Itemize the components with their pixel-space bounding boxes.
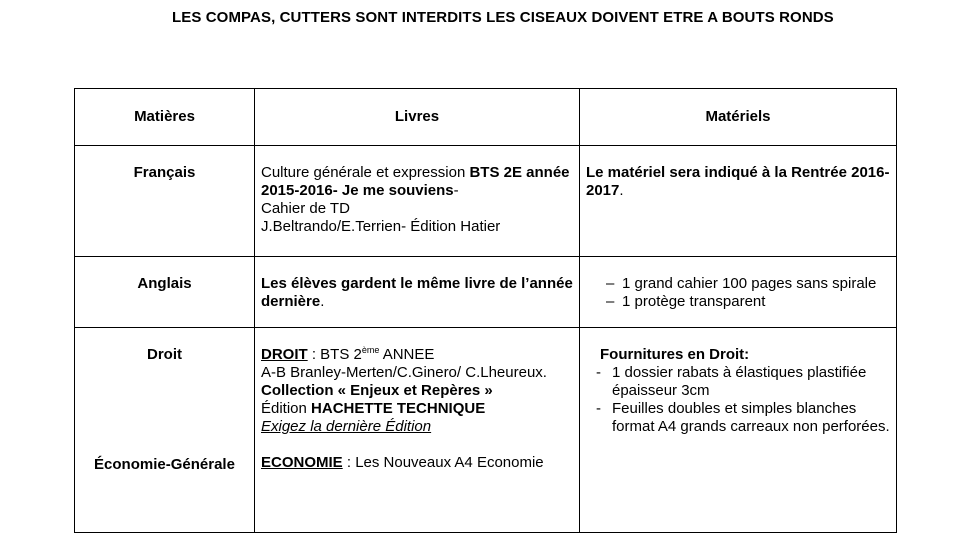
table-row-francais: [75, 146, 897, 257]
materials-droit-list: [586, 364, 890, 436]
materials-anglais-list: [586, 275, 890, 311]
subject-economie-label: Économie-Générale: [94, 456, 235, 473]
books-francais-text-2: -: [453, 182, 459, 199]
subject-anglais: Anglais: [75, 257, 255, 328]
books-droit-edition-bold: HACHETTE TECHNIQUE: [311, 400, 486, 417]
books-droit-title-end: ANNEE: [379, 346, 435, 363]
books-droit-sup: ème: [361, 345, 380, 355]
materials-anglais: [580, 257, 897, 328]
header-materiels: Matériels: [580, 89, 897, 146]
books-francais-line3: J.Beltrando/E.Terrien- Édition Hatier: [261, 218, 501, 235]
books-droit-title: DROIT: [261, 346, 308, 363]
table-header-row: [75, 89, 897, 146]
supplies-table: [74, 88, 897, 533]
subject-droit-label: Droit: [147, 346, 182, 363]
books-droit-edition: Édition: [261, 400, 312, 417]
books-economie-rest: : Les Nouveaux A4 Economie: [342, 454, 544, 471]
subject-droit: [75, 328, 255, 533]
books-francais-text-1: Culture générale et expression: [261, 164, 470, 181]
header-matieres: Matières: [75, 89, 255, 146]
books-droit-note: Exigez la dernière Édition: [261, 418, 432, 435]
materials-droit-heading: Fournitures en Droit:: [600, 346, 750, 363]
list-item: – 1 protège transparent: [586, 293, 890, 311]
books-anglais: [255, 257, 580, 328]
books-francais: [255, 146, 580, 257]
books-droit-authors: A-B Branley-Merten/C.Ginero/ C.Lheureux.: [261, 364, 547, 381]
header-livres: Livres: [255, 89, 580, 146]
books-droit: [255, 328, 580, 533]
books-anglais-bold: Les élèves gardent le même livre de l’année dernière: [261, 275, 573, 310]
list-item: - 1 dossier rabats à élastiques plastifiée épaisseur 3cm: [586, 364, 890, 400]
materials-droit: [580, 328, 897, 533]
books-economie-title: ECONOMIE: [261, 454, 343, 471]
books-anglais-text: .: [320, 293, 325, 310]
books-francais-bold: BTS 2E année 2015-2016- Je me souviens: [261, 164, 570, 199]
materials-francais: [580, 146, 897, 257]
subject-francais: Français: [75, 146, 255, 257]
materials-francais-text: .: [619, 182, 624, 199]
list-item: - Feuilles doubles et simples blanches format A4 grands carreaux non perforées.: [586, 400, 890, 436]
page-heading: LES COMPAS, CUTTERS SONT INTERDITS LES CISEAUX DOIVENT ETRE A BOUTS RONDS: [172, 9, 834, 26]
materials-francais-bold: Le matériel sera indiqué à la Rentrée 2016-2017: [586, 164, 890, 199]
table-row-droit: [75, 328, 897, 533]
books-droit-collection: Collection « Enjeux et Repères »: [261, 382, 493, 399]
list-item: – 1 grand cahier 100 pages sans spirale: [586, 275, 890, 293]
books-droit-title-rest: : BTS 2: [307, 346, 362, 363]
books-francais-line2: Cahier de TD: [261, 200, 350, 217]
table-row-anglais: [75, 257, 897, 328]
